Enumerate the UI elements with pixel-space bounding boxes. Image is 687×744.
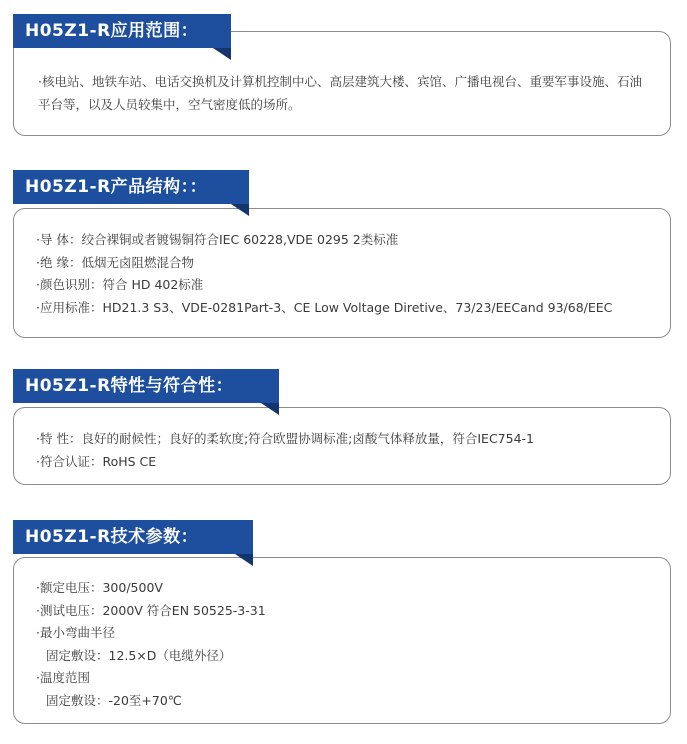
technical-parameter-item: ·测试电压：2000V 符合EN 50525-3-31	[36, 602, 266, 618]
product-structure-heading: H05Z1-R产品结构：：	[13, 170, 249, 204]
product-structure-item: ·绝 缘：低烟无卤阻燃混合物	[36, 254, 194, 270]
application-scope-text: ·核电站、地铁车站、电话交换机及计算机控制中心、高层建筑大楼、宾馆、广播电视台、重要军事设施、石油 平台等，以及人员较集中，空气密度低的场所。	[38, 74, 642, 112]
product-structure-item: ·导 体：绞合裸铜或者镀锡铜符合IEC 60228,VDE 0295 2类标准	[36, 232, 399, 247]
technical-parameter-item: ·最小弯曲半径	[36, 625, 115, 640]
heading-fold-decoration	[235, 554, 253, 566]
technical-parameter-subitem: 固定敷设：-20至+70℃	[46, 692, 182, 708]
product-structure-item: ·颜色识别：符合 HD 402标准	[36, 277, 204, 292]
characteristics-item: ·符合认证：RoHS CE	[36, 453, 157, 469]
technical-parameters-heading: H05Z1-R技术参数：	[13, 520, 253, 554]
technical-parameter-item: ·温度范围	[36, 670, 90, 685]
product-structure-list	[36, 229, 612, 319]
heading-fold-decoration	[261, 403, 279, 415]
application-scope-heading: H05Z1-R应用范围：	[13, 14, 231, 48]
product-structure-item: ·应用标准：HD21.3 S3、VDE-0281Part-3、CE Low Voltage Diretive、73/23/EECand 93/68/EEC	[36, 299, 613, 315]
characteristics-heading: H05Z1-R特性与符合性：	[13, 369, 279, 403]
technical-parameters-list	[36, 577, 266, 712]
characteristics-item: ·特 性：良好的耐候性；良好的柔软度;符合欧盟协调标准;卤酸气体释放量，符合IEC754-1	[36, 431, 535, 446]
characteristics-list	[36, 428, 534, 473]
heading-fold-decoration	[213, 48, 231, 60]
heading-fold-decoration	[231, 204, 249, 216]
technical-parameter-subitem: 固定敷设：12.5×D（电缆外径）	[46, 647, 232, 663]
technical-parameter-item: ·额定电压：300/500V	[36, 580, 163, 595]
